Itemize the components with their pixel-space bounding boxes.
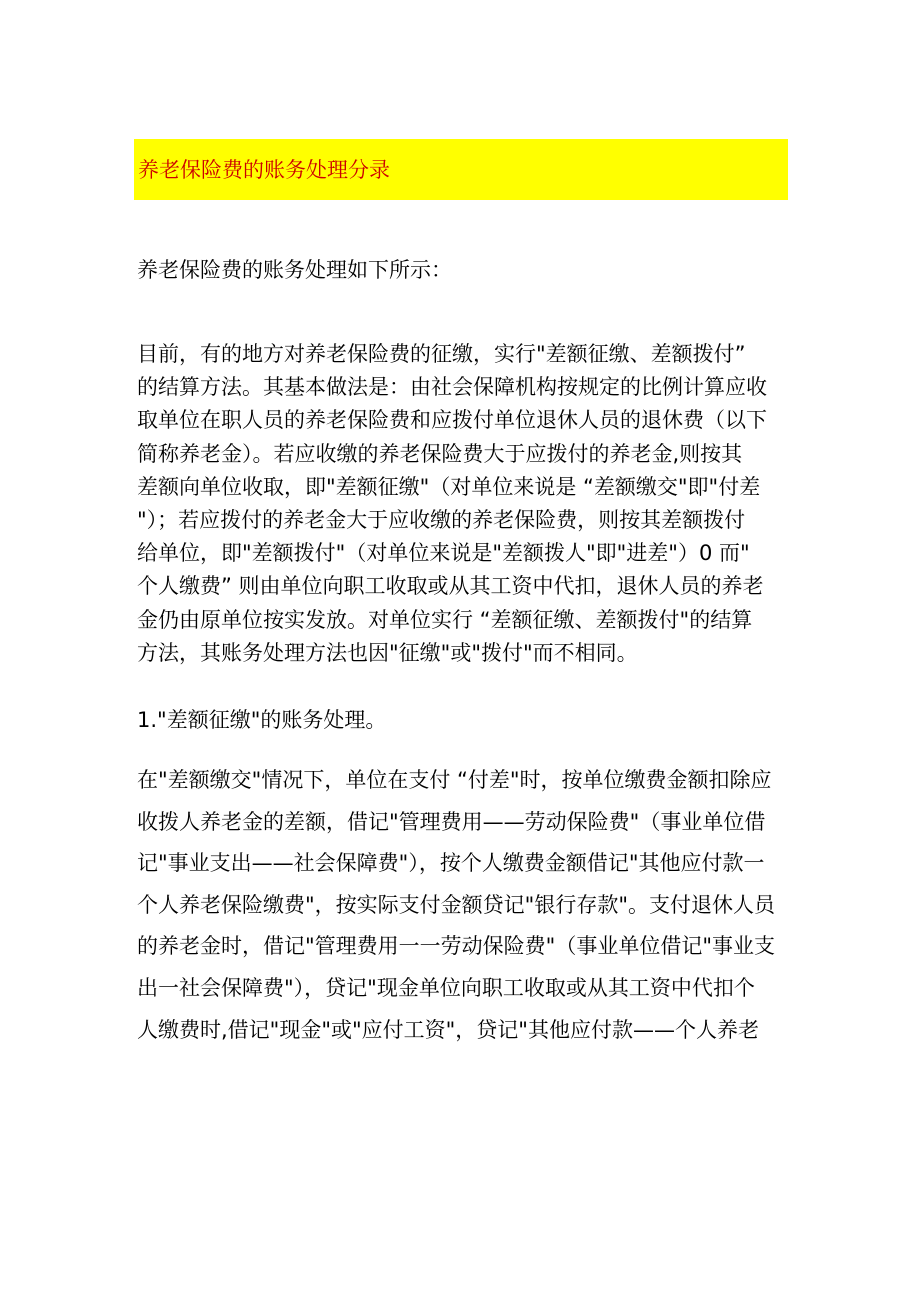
paragraph-line: 差额向单位收取，即"差额征缴"（对单位来说是 “差额缴交"即"付差 bbox=[137, 474, 761, 499]
paragraph-line: 个人养老保险缴费"，按实际支付金额贷记"银行存款"。支付退休人员 bbox=[137, 892, 775, 917]
paragraph-line: 的养老金时，借记"管理费用一一劳动保险费"（事业单位借记"事业支 bbox=[137, 934, 775, 959]
paragraph-line: 给单位，即"差额拨付"（对单位来说是"差额拨人"即"进差"）0 而" bbox=[137, 541, 750, 566]
paragraph-line: 取单位在职人员的养老保险费和应拨付单位退休人员的退休费（以下 bbox=[137, 408, 767, 433]
intro-text: 养老保险费的账务处理如下所示： bbox=[137, 258, 452, 282]
paragraph-line: 简称养老金）。若应收缴的养老保险费大于应拨付的养老金,则按其 bbox=[137, 441, 743, 466]
paragraph-line: 金仍由原单位按实发放。对单位实行 “差额征缴、差额拨付"的结算 bbox=[137, 607, 753, 632]
paragraph-accounting-treatment bbox=[137, 760, 797, 1051]
paragraph-line: 出一社会保障费"），贷记"现金单位向职工收取或从其工资中代扣个 bbox=[137, 975, 755, 1000]
paragraph-line: 人缴费时,借记"现金"或"应付工资"，贷记"其他应付款——个人养老 bbox=[137, 1017, 759, 1042]
document-title: 养老保险费的账务处理分录 bbox=[138, 158, 390, 182]
paragraph-line: 收拨人养老金的差额，借记"管理费用——劳动保险费"（事业单位借 bbox=[137, 809, 766, 834]
title-banner bbox=[134, 139, 788, 200]
paragraph-line: 个人缴费” 则由单位向职工收取或从其工资中代扣，退休人员的养老 bbox=[137, 574, 764, 599]
paragraph-settlement-method bbox=[137, 338, 797, 670]
paragraph-line: 目前，有的地方对养老保险费的征缴，实行"差额征缴、差额拨付” bbox=[137, 342, 746, 366]
paragraph-line: 的结算方法。其基本做法是：由社会保障机构按规定的比例计算应收 bbox=[137, 375, 767, 400]
section-heading: 1."差额征缴"的账务处理。 bbox=[137, 708, 387, 732]
paragraph-line: 记"事业支出——社会保障费"），按个人缴费金额借记"其他应付款一 bbox=[137, 851, 765, 876]
paragraph-line: 在"差额缴交"情况下，单位在支付 “付差"时，按单位缴费金额扣除应 bbox=[137, 768, 772, 792]
paragraph-line: "）；若应拨付的养老金大于应收缴的养老保险费，则按其差额拨付 bbox=[137, 507, 746, 532]
paragraph-line: 方法，其账务处理方法也因"征缴"或"拨付"而不相同。 bbox=[137, 640, 638, 665]
